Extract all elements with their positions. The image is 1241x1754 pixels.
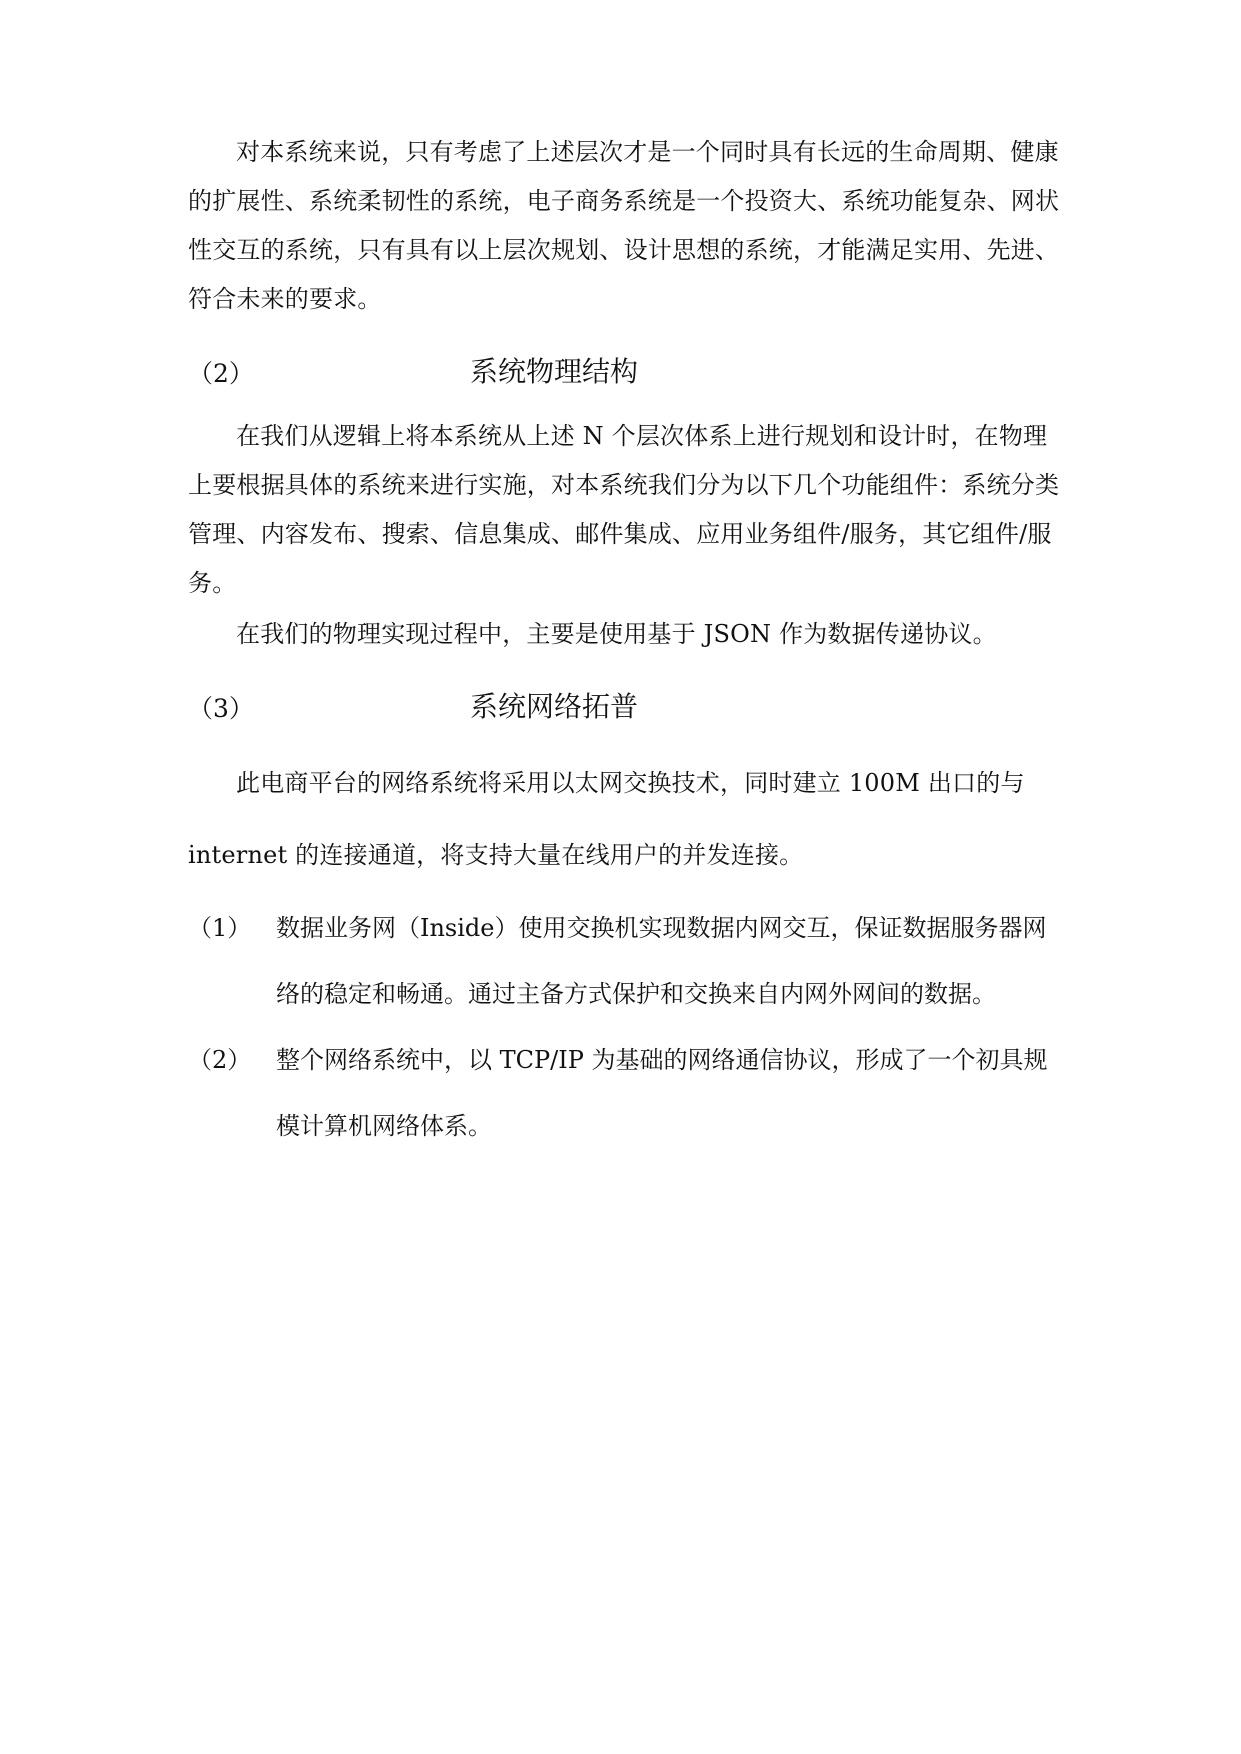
list-item bbox=[188, 895, 1066, 1027]
intro-paragraph: 对本系统来说，只有考虑了上述层次才是一个同时具有长远的生命周期、健康的扩展性、系统柔韧性的系统，电子商务系统是一个投资大、系统功能复杂、网状性交互的系统，只有具有以上层次规划、设计思想的系统，才能满足实用、先进、符合未来的要求。 bbox=[188, 138, 1060, 313]
list-item-marker: （2） bbox=[188, 1046, 252, 1074]
physical-structure-paragraph: 在我们从逻辑上将本系统从上述 N 个层次体系上进行规划和设计时，在物理上要根据具体的系统来进行实施，对本系统我们分为以下几个功能组件：系统分类管理、内容发布、搜索、信息集成、邮件集成、应用业务组件/服务，其它组件/服务。 bbox=[188, 422, 1060, 597]
list-item bbox=[188, 1027, 1066, 1159]
section-heading-physical-structure bbox=[188, 342, 1066, 402]
physical-implementation-paragraph: 在我们的物理实现过程中，主要是使用基于 JSON 作为数据传递协议。 bbox=[236, 620, 997, 648]
list-item-text: 数据业务网（Inside）使用交换机实现数据内网交互，保证数据服务器网络的稳定和畅通。通过主备方式保护和交换来自内网外网间的数据。 bbox=[276, 914, 1047, 1008]
list-item-marker: （1） bbox=[188, 914, 252, 942]
network-topology-paragraph: 此电商平台的网络系统将采用以太网交换技术，同时建立 100M 出口的与 internet 的连接通道，将支持大量在线用户的并发连接。 bbox=[188, 769, 1025, 869]
section-number: （2） bbox=[188, 359, 254, 388]
network-list bbox=[188, 895, 1066, 1159]
list-item-text: 整个网络系统中，以 TCP/IP 为基础的网络通信协议，形成了一个初具规模计算机网络体系。 bbox=[276, 1046, 1048, 1140]
document-body bbox=[188, 128, 1066, 1159]
section-number: （3） bbox=[188, 694, 254, 723]
section-title: 系统网络拓普 bbox=[470, 690, 639, 723]
section-title: 系统物理结构 bbox=[470, 355, 639, 388]
section-heading-network-topology bbox=[188, 677, 1066, 737]
